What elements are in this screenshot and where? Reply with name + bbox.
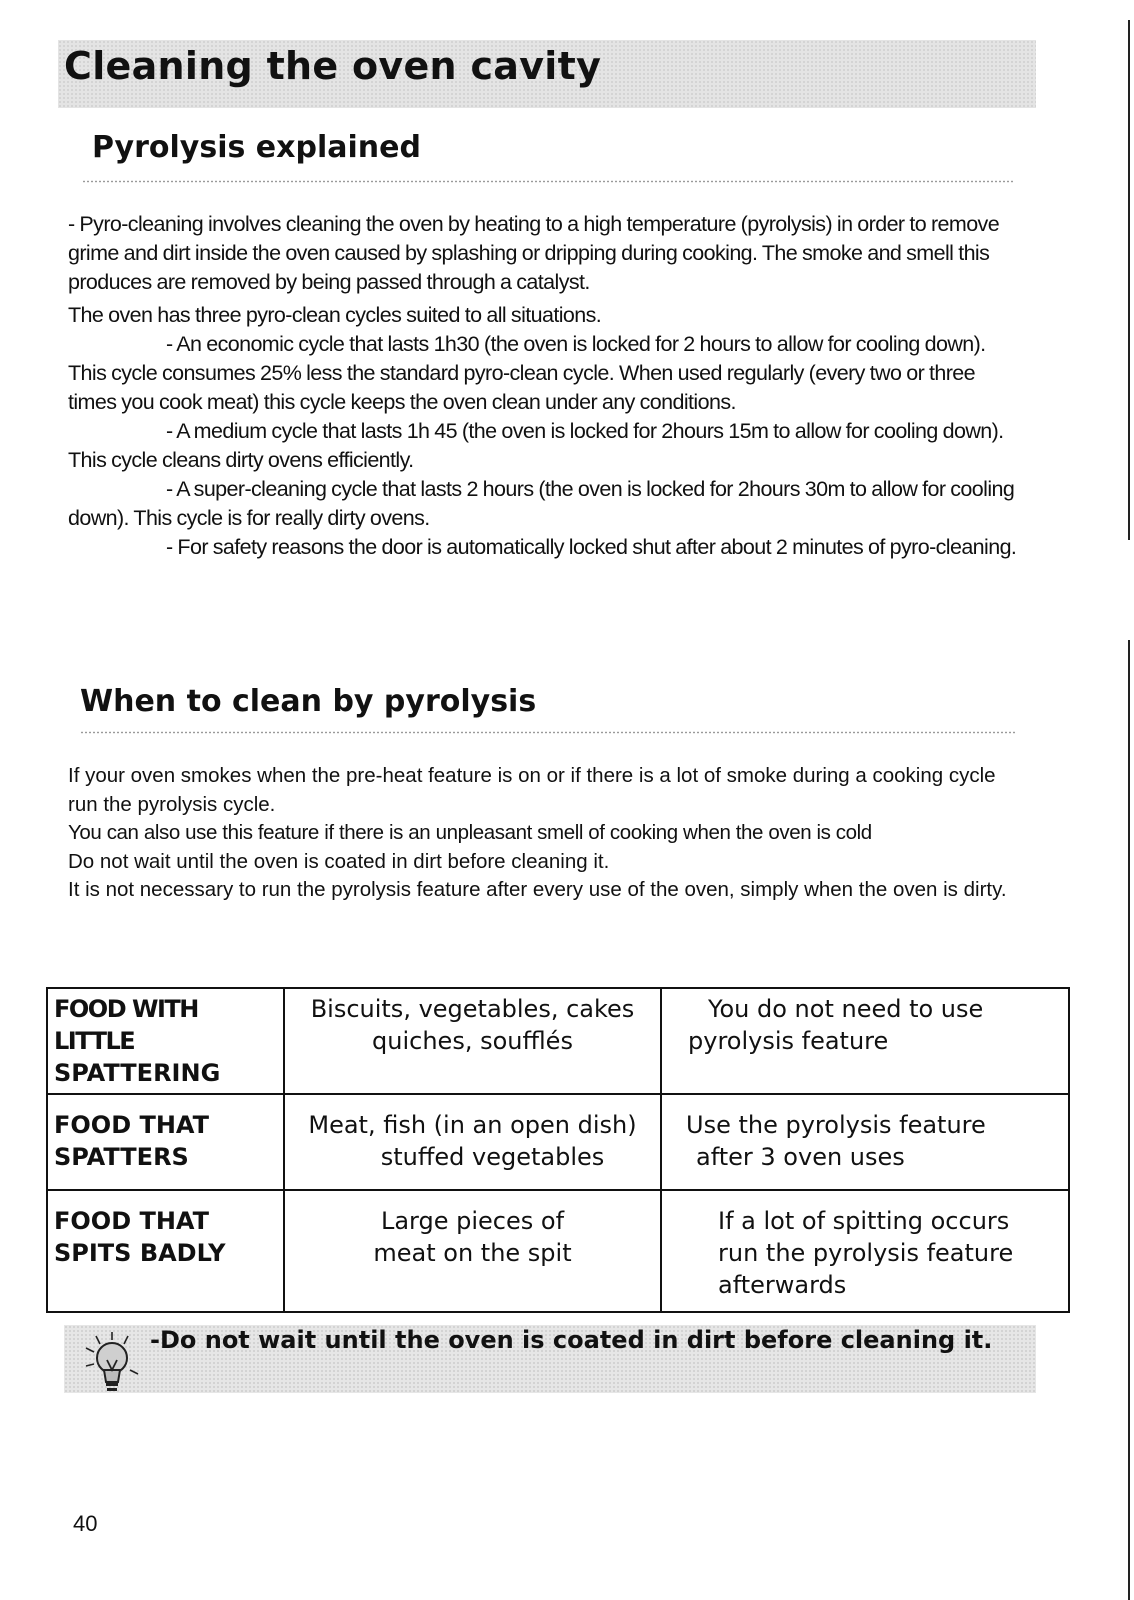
category-line: SPATTERS: [54, 1143, 189, 1171]
examples-line: quiches, soufflés: [372, 1027, 573, 1055]
table-cell-examples: [284, 988, 661, 1094]
examples-line: meat on the spit: [373, 1239, 572, 1267]
examples-line: stuffed vegetables: [380, 1143, 605, 1171]
paragraph: You can also use this feature if there is an unpleasant smell of cooking when the oven is cold: [68, 821, 872, 844]
cycle-item: - For safety reasons the door is automatically locked shut after about 2 minutes of pyro-cleaning.: [166, 535, 1017, 559]
category-line: FOOD THAT: [54, 1111, 210, 1139]
table-row: [47, 1094, 1069, 1190]
section-heading-when-to-clean: When to clean by pyrolysis: [80, 684, 537, 719]
advice-line: Use the pyrolysis feature: [686, 1111, 986, 1139]
advice-line: pyrolysis feature: [688, 1027, 889, 1055]
advice-line: after 3 oven uses: [696, 1143, 905, 1171]
paragraph: If your oven smokes when the pre-heat feature is on or if there is a lot of smoke during a cooking cycle run the pyrolysis cycle.: [68, 764, 996, 816]
section-divider: [80, 731, 1016, 734]
category-line: FOOD WITH LITTLE: [54, 995, 198, 1055]
advice-line: If a lot of spitting occurs: [718, 1207, 1010, 1235]
food-spattering-table: [46, 987, 1070, 1313]
cycle-item: - A super-cleaning cycle that lasts 2 hours (the oven is locked for 2hours 30m to allow for cooling down). This cycle is for really dirty ovens.: [68, 477, 1015, 530]
scan-edge-line: [1128, 20, 1130, 540]
paragraph: - Pyro-cleaning involves cleaning the oven by heating to a high temperature (pyrolysis) in order to remove grime and dirt inside the oven caused by splashing or dripping during cooking. The smoke and smell this produces are removed by being passed through a catalyst.: [68, 212, 1000, 294]
table-cell-examples: [284, 1190, 661, 1312]
table-row: [47, 988, 1069, 1094]
scan-edge-line: [1128, 640, 1130, 1600]
category-line: FOOD THAT: [54, 1207, 210, 1235]
tip-text: -Do not wait until the oven is coated in dirt before cleaning it.: [150, 1326, 993, 1354]
paragraph: The oven has three pyro-clean cycles suited to all situations.: [68, 303, 602, 327]
table-row: [47, 1190, 1069, 1312]
examples-line: Large pieces of: [380, 1207, 565, 1235]
table-cell-examples: [284, 1094, 661, 1190]
section-body-pyrolysis-explained: [68, 210, 1020, 562]
table-cell-category: [47, 1094, 284, 1190]
table-cell-advice: [661, 1190, 1069, 1312]
advice-line: afterwards: [718, 1271, 847, 1299]
page-number: 40: [73, 1511, 98, 1536]
advice-line: run the pyrolysis feature: [718, 1239, 1014, 1267]
examples-line: Meat, fish (in an open dish): [308, 1111, 637, 1139]
category-line: SPITS BADLY: [54, 1239, 226, 1267]
cycle-item: - An economic cycle that lasts 1h30 (the oven is locked for 2 hours to allow for cooling down). This cycle consumes 25% less the standard pyro-clean cycle. When used regularly (every two or three times you cook meat) this cycle keeps the oven clean under any conditions.: [68, 332, 986, 414]
cycle-item: - A medium cycle that lasts 1h 45 (the oven is locked for 2hours 15m to allow for cooling down). This cycle cleans dirty ovens efficiently.: [68, 419, 1004, 472]
examples-line: Biscuits, vegetables, cakes: [310, 995, 635, 1023]
page-title: Cleaning the oven cavity: [64, 44, 602, 88]
section-body-when-to-clean: [68, 762, 1026, 905]
table-cell-advice: [661, 1094, 1069, 1190]
table-cell-category: [47, 1190, 284, 1312]
table-cell-advice: [661, 988, 1069, 1094]
section-divider: [82, 180, 1014, 183]
table-cell-category: [47, 988, 284, 1094]
paragraph: It is not necessary to run the pyrolysis feature after every use of the oven, simply when the oven is dirty.: [68, 878, 1007, 901]
category-line: SPATTERING: [54, 1059, 221, 1087]
paragraph: Do not wait until the oven is coated in dirt before cleaning it.: [68, 849, 610, 873]
lightbulb-icon: [80, 1330, 152, 1400]
section-heading-pyrolysis-explained: Pyrolysis explained: [92, 130, 421, 165]
advice-line: You do not need to use: [708, 995, 984, 1023]
